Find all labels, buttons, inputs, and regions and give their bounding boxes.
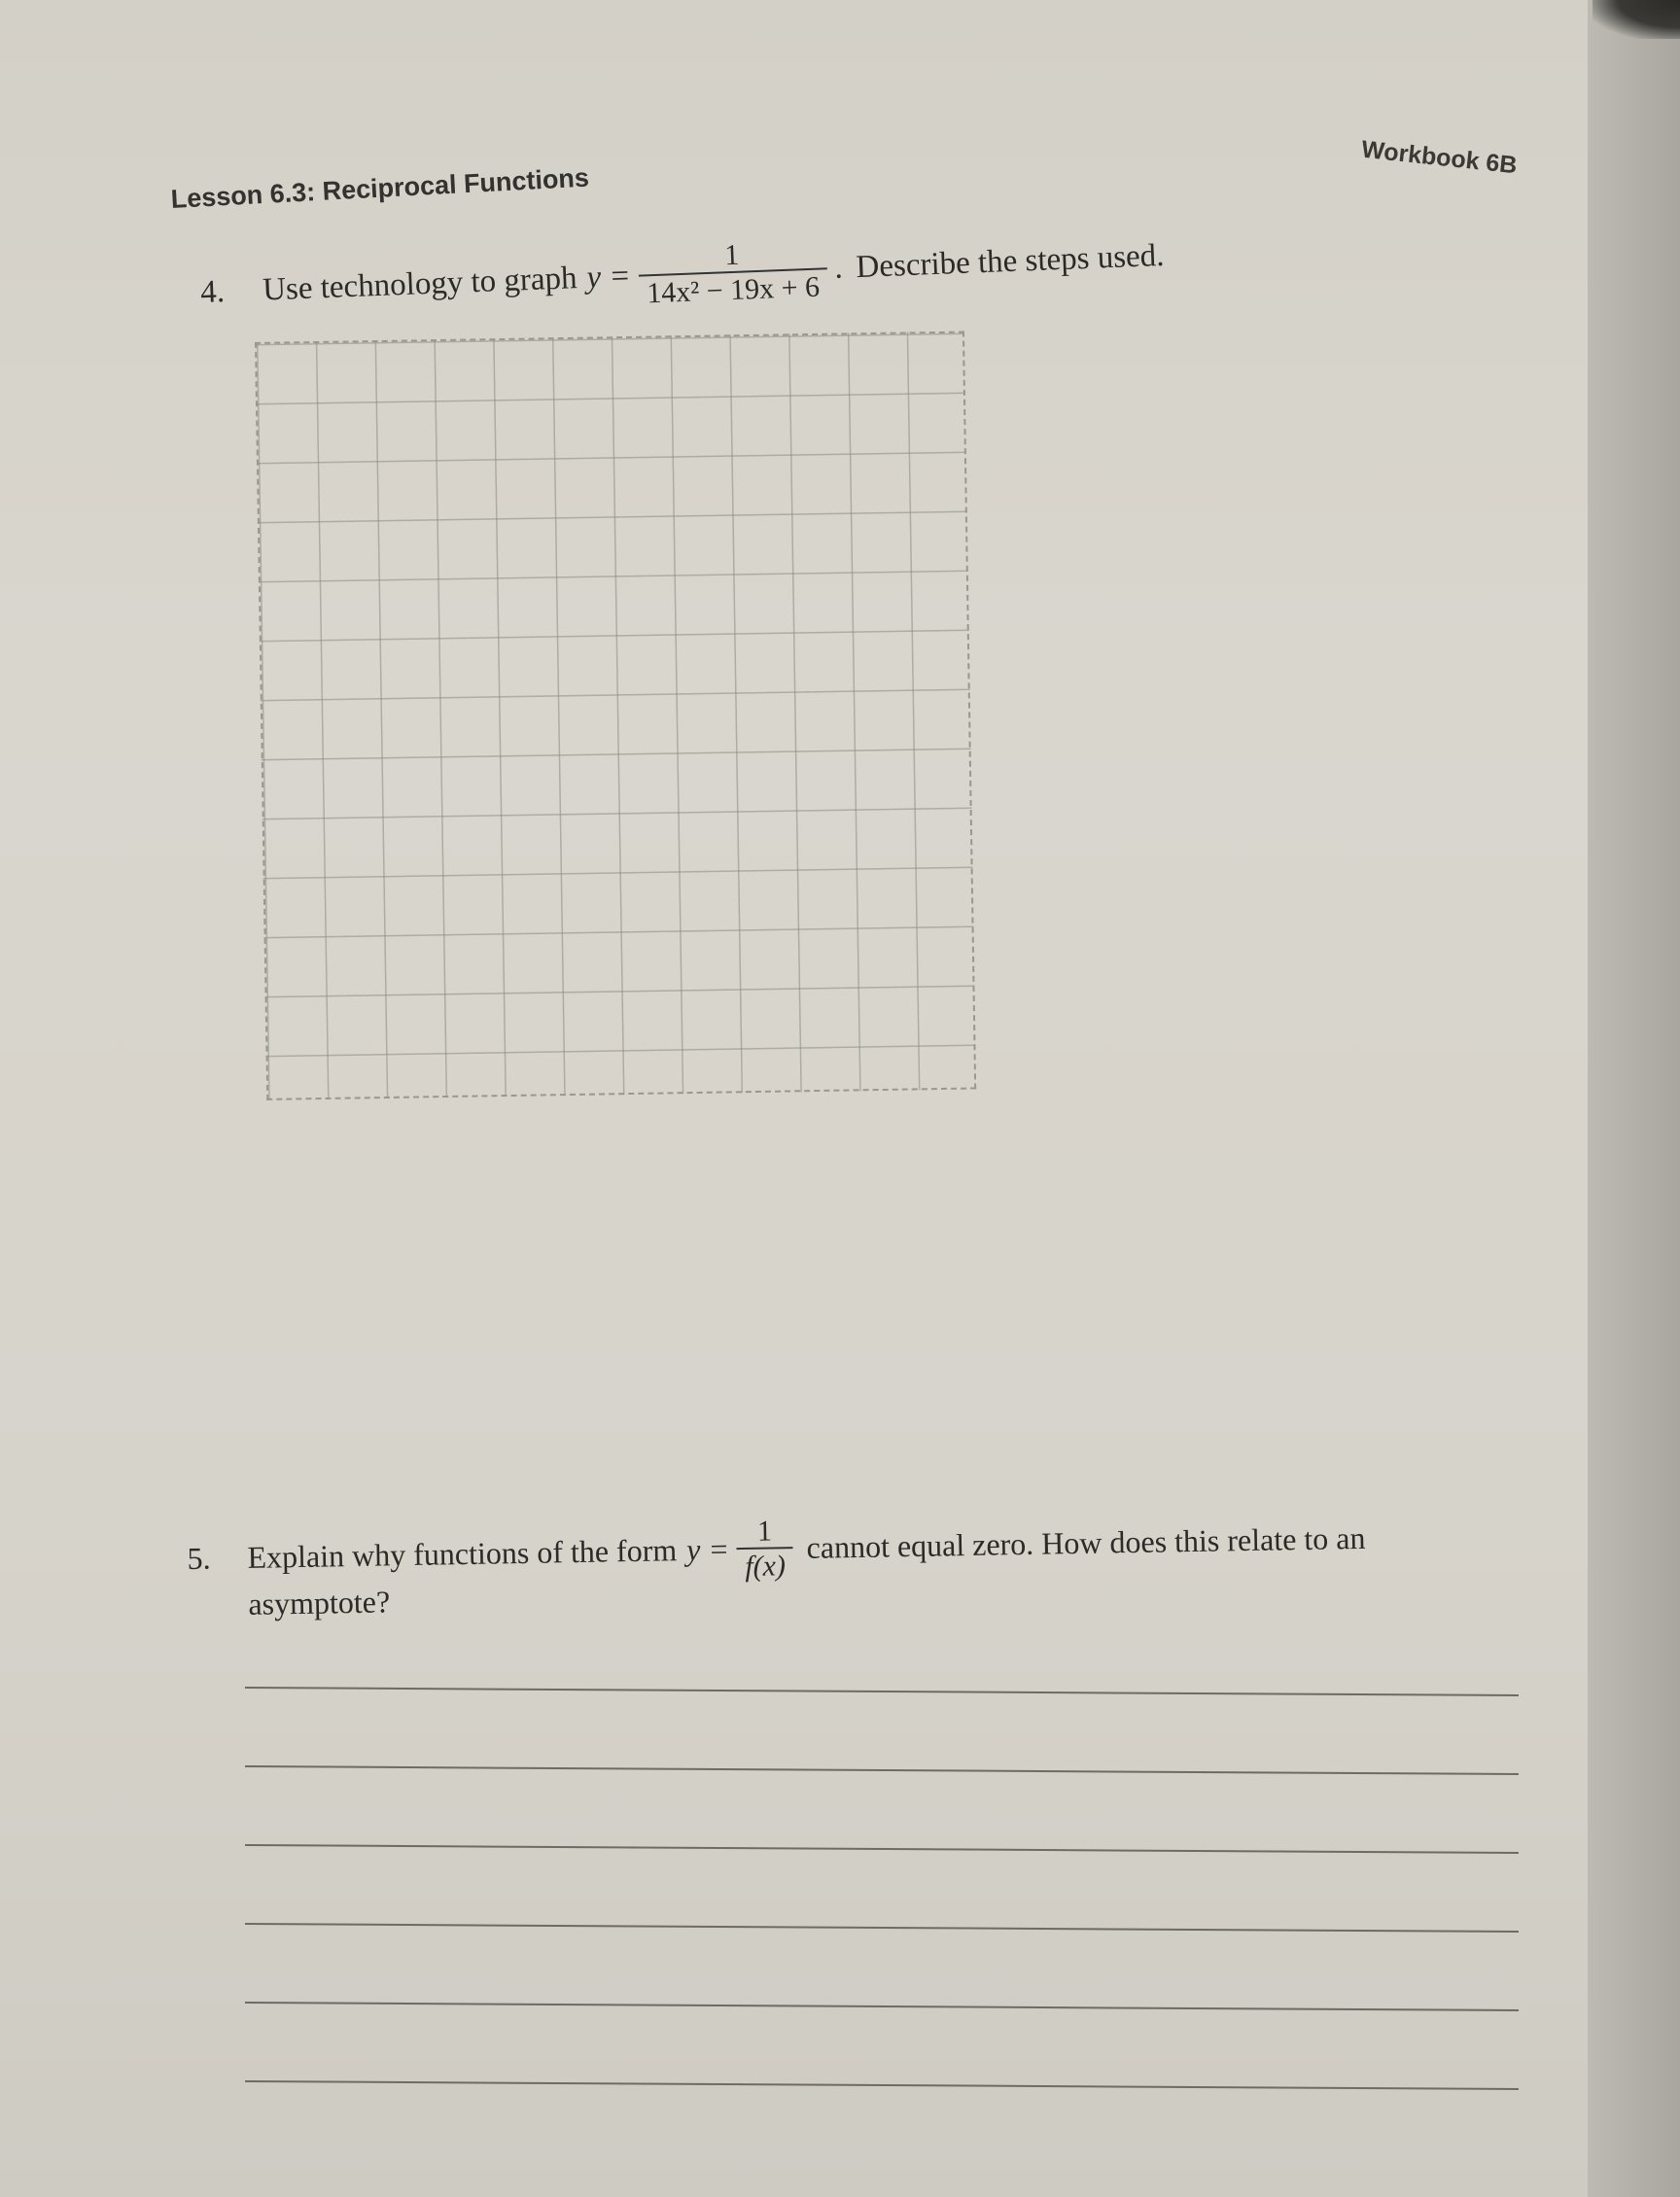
question-4-lhs: y = xyxy=(585,258,632,296)
question-5-lhs: y = xyxy=(685,1531,730,1568)
answer-line[interactable] xyxy=(245,1844,1519,1854)
question-4-text: Use technology to graph xyxy=(262,261,578,308)
answer-line[interactable] xyxy=(245,2002,1519,2011)
answer-line[interactable] xyxy=(245,1765,1519,1775)
corner-shadow xyxy=(1592,0,1680,39)
page-edge-shadow xyxy=(1588,0,1680,2197)
question-4 xyxy=(199,224,1166,326)
question-4-punct: . xyxy=(833,250,844,286)
question-5-denominator: f(x) xyxy=(737,1547,793,1583)
workbook-label: Workbook 6B xyxy=(1360,135,1519,180)
question-5-text-before: Explain why functions of the form xyxy=(247,1532,678,1575)
answer-line[interactable] xyxy=(245,1687,1519,1696)
question-5-numerator: 1 xyxy=(756,1515,773,1548)
question-4-text-after: Describe the steps used. xyxy=(855,237,1166,286)
lesson-title: Lesson 6.3: Reciprocal Functions xyxy=(170,162,590,214)
question-4-fraction xyxy=(637,236,827,308)
question-5-number: 5. xyxy=(187,1540,211,1576)
answer-line[interactable] xyxy=(245,1923,1519,1933)
question-4-number: 4. xyxy=(199,274,226,310)
graph-grid xyxy=(255,331,976,1100)
question-5-text-after: cannot equal zero. How does this relate to an xyxy=(806,1519,1366,1565)
question-4-denominator: 14x² − 19x + 6 xyxy=(639,267,828,309)
answer-line[interactable] xyxy=(245,2080,1519,2090)
question-5-line-2: asymptote? xyxy=(248,1584,391,1622)
question-5 xyxy=(187,1503,1540,1623)
question-5-fraction xyxy=(736,1516,793,1582)
question-4-numerator: 1 xyxy=(723,238,740,272)
